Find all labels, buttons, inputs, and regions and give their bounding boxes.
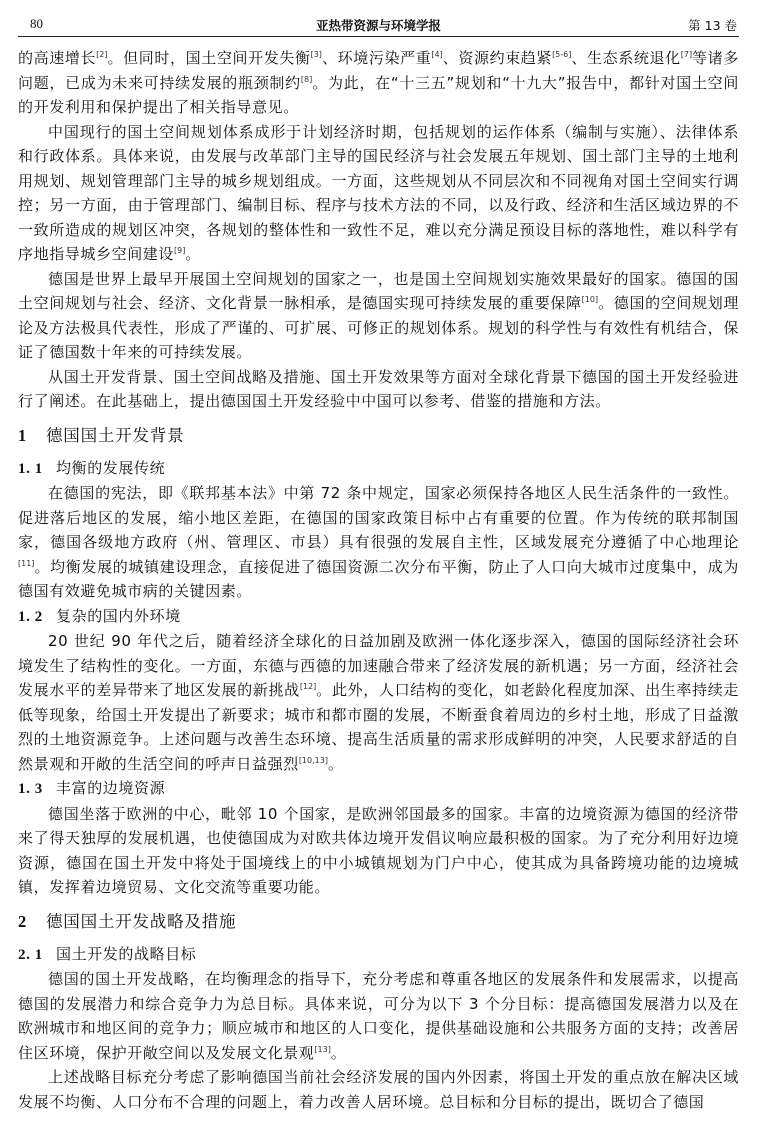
paragraph: 德国是世界上最早开展国土空间规划的国家之一，也是国土空间规划实施效果最好的国家。德国的国土空间规划与社会、经济、文化背景一脉相承，是德国实现可持续发展的重要保障[10]。德国的空间规划理论及方法极具代表性，形成了严谨的、可扩展、可修正的规划体系。规划的科学性与有效性有机结合，保证了德国数十年来的可持续发展。 bbox=[18, 269, 739, 361]
running-header bbox=[18, 14, 739, 37]
citation[interactable]: [8] bbox=[300, 74, 313, 84]
paragraph: 德国坐落于欧洲的中心，毗邻 10 个国家，是欧洲邻国最多的国家。丰富的边境资源为德国的经济带来了得天独厚的发展机遇，也使德国成为对欧共体边境开发倡议响应最积极的国家。为了充分利用好边境资源，德国在国土开发中将处于国境线上的中小城镇规划为门户中心，使其成为具备跨境功能的边境城镇，发挥着边境贸易、文化交流等重要功能。 bbox=[18, 804, 739, 896]
subsection-heading: 2. 1 国土开发的战略目标 bbox=[18, 944, 197, 963]
paragraph: 德国的国土开发战略，在均衡理念的指导下，充分考虑和尊重各地区的发展条件和发展需求，以提高德国的发展潜力和综合竞争力为总目标。具体来说，可分为以下 3 个分目标：提高德国发展潜力以及在欧洲城市和地区间的竞争力；顺应城市和地区的人口变化，提供基础设施和公共服务方面的支持；改善居住区环境，保护开敞空间以及发展文化景观[13]。 bbox=[18, 970, 739, 1062]
paragraph: 上述战略目标充分考虑了影响德国当前社会经济发展的国内外因素，将国土开发的重点放在解决区域发展不均衡、人口分布不合理的问题上，着力改善人居环境。总目标和分目标的提出，既切合了德国 bbox=[18, 1068, 739, 1111]
volume-label: 第 13 卷 bbox=[688, 18, 737, 33]
citation[interactable]: [3] bbox=[310, 50, 322, 59]
paragraph-continued: 的高速增长[2]。但同时，国土空间开发失衡[3]、环境污染严重[4]、资源约束趋紧[5-6]、生态系统退化[7]等诸多问题，已成为未来可持续发展的瓶颈制约[8]。为此，在“十三五”规划和“十九大”报告中，都针对国土空间的开发利用和保护提出了相关指导意见。 bbox=[18, 49, 739, 116]
subsection-heading: 1. 2 复杂的国内外环境 bbox=[18, 606, 181, 625]
citation[interactable]: [2] bbox=[96, 50, 108, 59]
section-heading: 2 德国国土开发战略及措施 bbox=[18, 911, 237, 931]
citation[interactable]: [13] bbox=[314, 1044, 331, 1054]
citation[interactable]: [4] bbox=[431, 50, 443, 59]
section-heading: 1 德国国土开发背景 bbox=[18, 425, 185, 445]
citation[interactable]: [12] bbox=[299, 682, 317, 691]
paragraph: 从国土开发背景、国土空间战略及措施、国土开发效果等方面对全球化背景下德国的国土开发经验进行了阐述。在此基础上，提出德国国土开发经验中中国可以参考、借鉴的措施和方法。 bbox=[18, 367, 739, 410]
citation[interactable]: [7] bbox=[680, 50, 693, 59]
citation[interactable]: [10] bbox=[581, 295, 599, 304]
paragraph: 20 世纪 90 年代之后，随着经济全球化的日益加剧及欧洲一体化逐步深入，德国的国际经济社会环境发生了结构性的变化。一方面，东德与西德的加速融合带来了经济发展的新机遇；另一方面，经济社会发展水平的差异带来了地区发展的新挑战[12]。此外，人口结构的变化，如老龄化程度加深、出生率持续走低等现象，给国土开发提出了新要求；城市和都市圈的发展，不断蚕食着周边的乡村土地，形成了日益激烈的土地资源竞争。上述问题与改善生态环境、提高生活质量的需求形成鲜明的冲突，人民要求舒适的自然景观和开敞的生活空间的呼声日益强烈[10,13]。 bbox=[18, 632, 739, 773]
paragraph: 中国现行的国土空间规划体系成形于计划经济时期，包括规划的运作体系（编制与实施）、法律体系和行政体系。具体来说，由发展与改革部门主导的国民经济与社会发展五年规划、国土部门主导的土地利用规划、规划管理部门主导的城乡规划组成。一方面，这些规划从不同层次和不同视角对国土空间实行调控；另一方面，由于管理部门、编制目标、程序与技术方法的不同，以及行政、经济和生活区域边界的不一致所造成的规划区冲突，各规划的整体性和一致性不足，难以充分满足预设目标的落地性，难以科学有序地指导城乡空间建设[9]。 bbox=[18, 122, 739, 263]
citation[interactable]: [9] bbox=[174, 246, 186, 255]
page-number: 80 bbox=[30, 16, 43, 31]
subsection-heading: 1. 1 均衡的发展传统 bbox=[18, 458, 166, 477]
article-body bbox=[18, 46, 739, 1114]
journal-title: 亚热带资源与环境学报 bbox=[315, 18, 441, 33]
paragraph: 在德国的宪法，即《联邦基本法》中第 72 条中规定，国家必须保持各地区人民生活条件的一致性。促进落后地区的发展，缩小地区差距，在德国的国家政策目标中占有重要的位置。作为传统的联邦制国家，德国各级地方政府（州、管理区、市县）具有很强的发展自主性，区域发展充分遵循了中心地理论[11]。均衡发展的城镇建设理念，直接促进了德国资源二次分布平衡，防止了人口向大城市过度集中，成为德国有效避免城市病的关键因素。 bbox=[18, 484, 739, 600]
citation[interactable]: [10,13] bbox=[298, 755, 328, 765]
citation[interactable]: [11] bbox=[18, 558, 35, 568]
citation[interactable]: [5-6] bbox=[552, 50, 572, 59]
subsection-heading: 1. 3 丰富的边境资源 bbox=[18, 779, 166, 797]
